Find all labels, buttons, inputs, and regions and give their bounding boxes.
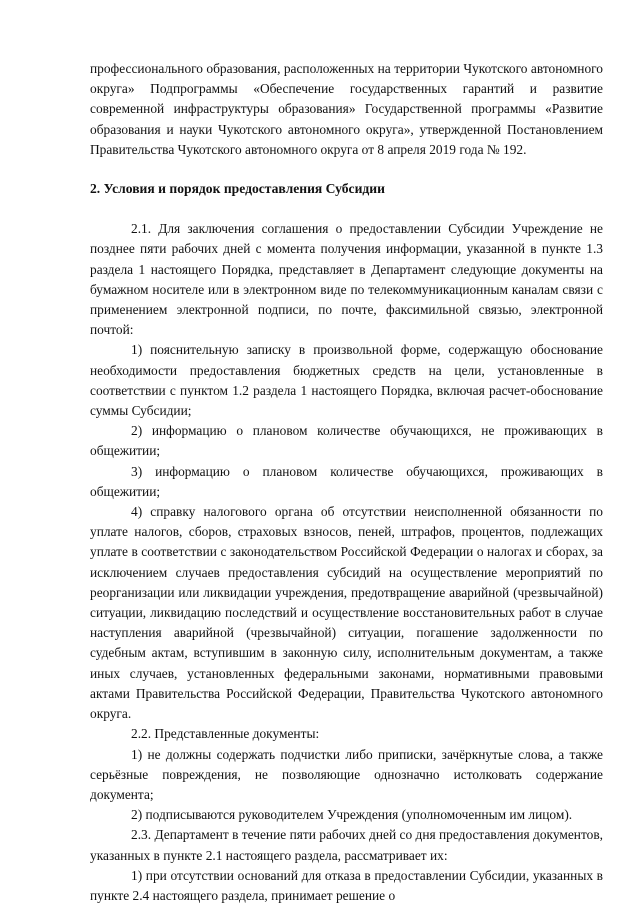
section-heading: 2. Условия и порядок предоставления Субсидии: [90, 181, 385, 197]
document-page: [90, 59, 603, 906]
intro-paragraph: профессионального образования, расположенных на территории Чукотского автономного округа» Подпрограммы «Обеспечение государственных гарантий и развитие современной инфраструктуры образования» Государственной программы «Развитие образования и науки Чукотского автономного округа», утвержденной Постановлением Правительства Чукотского автономного округа от 8 апреля 2019 года № 192.: [90, 61, 603, 157]
paragraph-2-1: 2.1. Для заключения соглашения о предоставлении Субсидии Учреждение не позднее пяти рабочих дней с момента получения информации, указанной в пункте 1.3 раздела 1 настоящего Порядка, представляет в Департамент следующие документы на бумажном носителе или в электронном виде по телекоммуникационным каналам связи с применением электронной подписи, по почте, факсимильной связью, электронной почтой:: [90, 221, 603, 338]
list-item-no-corrections: 1) не должны содержать подчистки либо приписки, зачёркнутые слова, а также серьёзные повреждения, не позволяющие однозначно истолковать содержание документа;: [90, 746, 603, 802]
list-item-decision: 1) при отсутствии оснований для отказа в предоставлении Субсидии, указанных в пункте 2.4 настоящего раздела, принимает решение о: [90, 867, 603, 903]
paragraph-2-3: 2.3. Департамент в течение пяти рабочих дней со дня предоставления документов, указанных в пункте 2.1 настоящего раздела, рассматривает их:: [90, 827, 603, 863]
list-item-explanatory-note: 1) пояснительную записку в произвольной форме, содержащую обоснование необходимости предоставления бюджетных средств на цели, установленные в соответствии с пунктом 1.2 раздела 1 настоящего Порядка, включая расчет-обоснование суммы Субсидии;: [90, 342, 603, 419]
list-item-tax-certificate: 4) справку налогового органа об отсутствии неисполненной обязанности по уплате налогов, сборов, страховых взносов, пеней, штрафов, процентов, подлежащих уплате в соответствии с законодательством Российской Федерации о налогах и сборах, за исключением случаев предоставления субсидий на осуществление мероприятий по реорганизации или ликвидации учреждения, предотвращение аварийной (чрезвычайной) ситуации, ликвидацию последствий и осуществление восстановительных работ в случае наступления аварийной (чрезвычайной) ситуации, погашение задолженности по судебным актам, вступившим в законную силу, исполнительным документам, а также иных случаев, установленных федеральными законами, нормативными правовыми актами Правительства Российской Федерации, Правительства Чукотского автономного округа.: [90, 504, 603, 722]
list-item-signed-by-head: 2) подписываются руководителем Учреждения (уполномоченным им лицом).: [131, 807, 573, 823]
list-item-residents-info: 3) информацию о плановом количестве обучающихся, проживающих в общежитии;: [90, 463, 603, 499]
paragraph-2-2: 2.2. Представленные документы:: [131, 726, 320, 742]
list-item-non-residents-info: 2) информацию о плановом количестве обучающихся, не проживающих в общежитии;: [90, 423, 603, 459]
